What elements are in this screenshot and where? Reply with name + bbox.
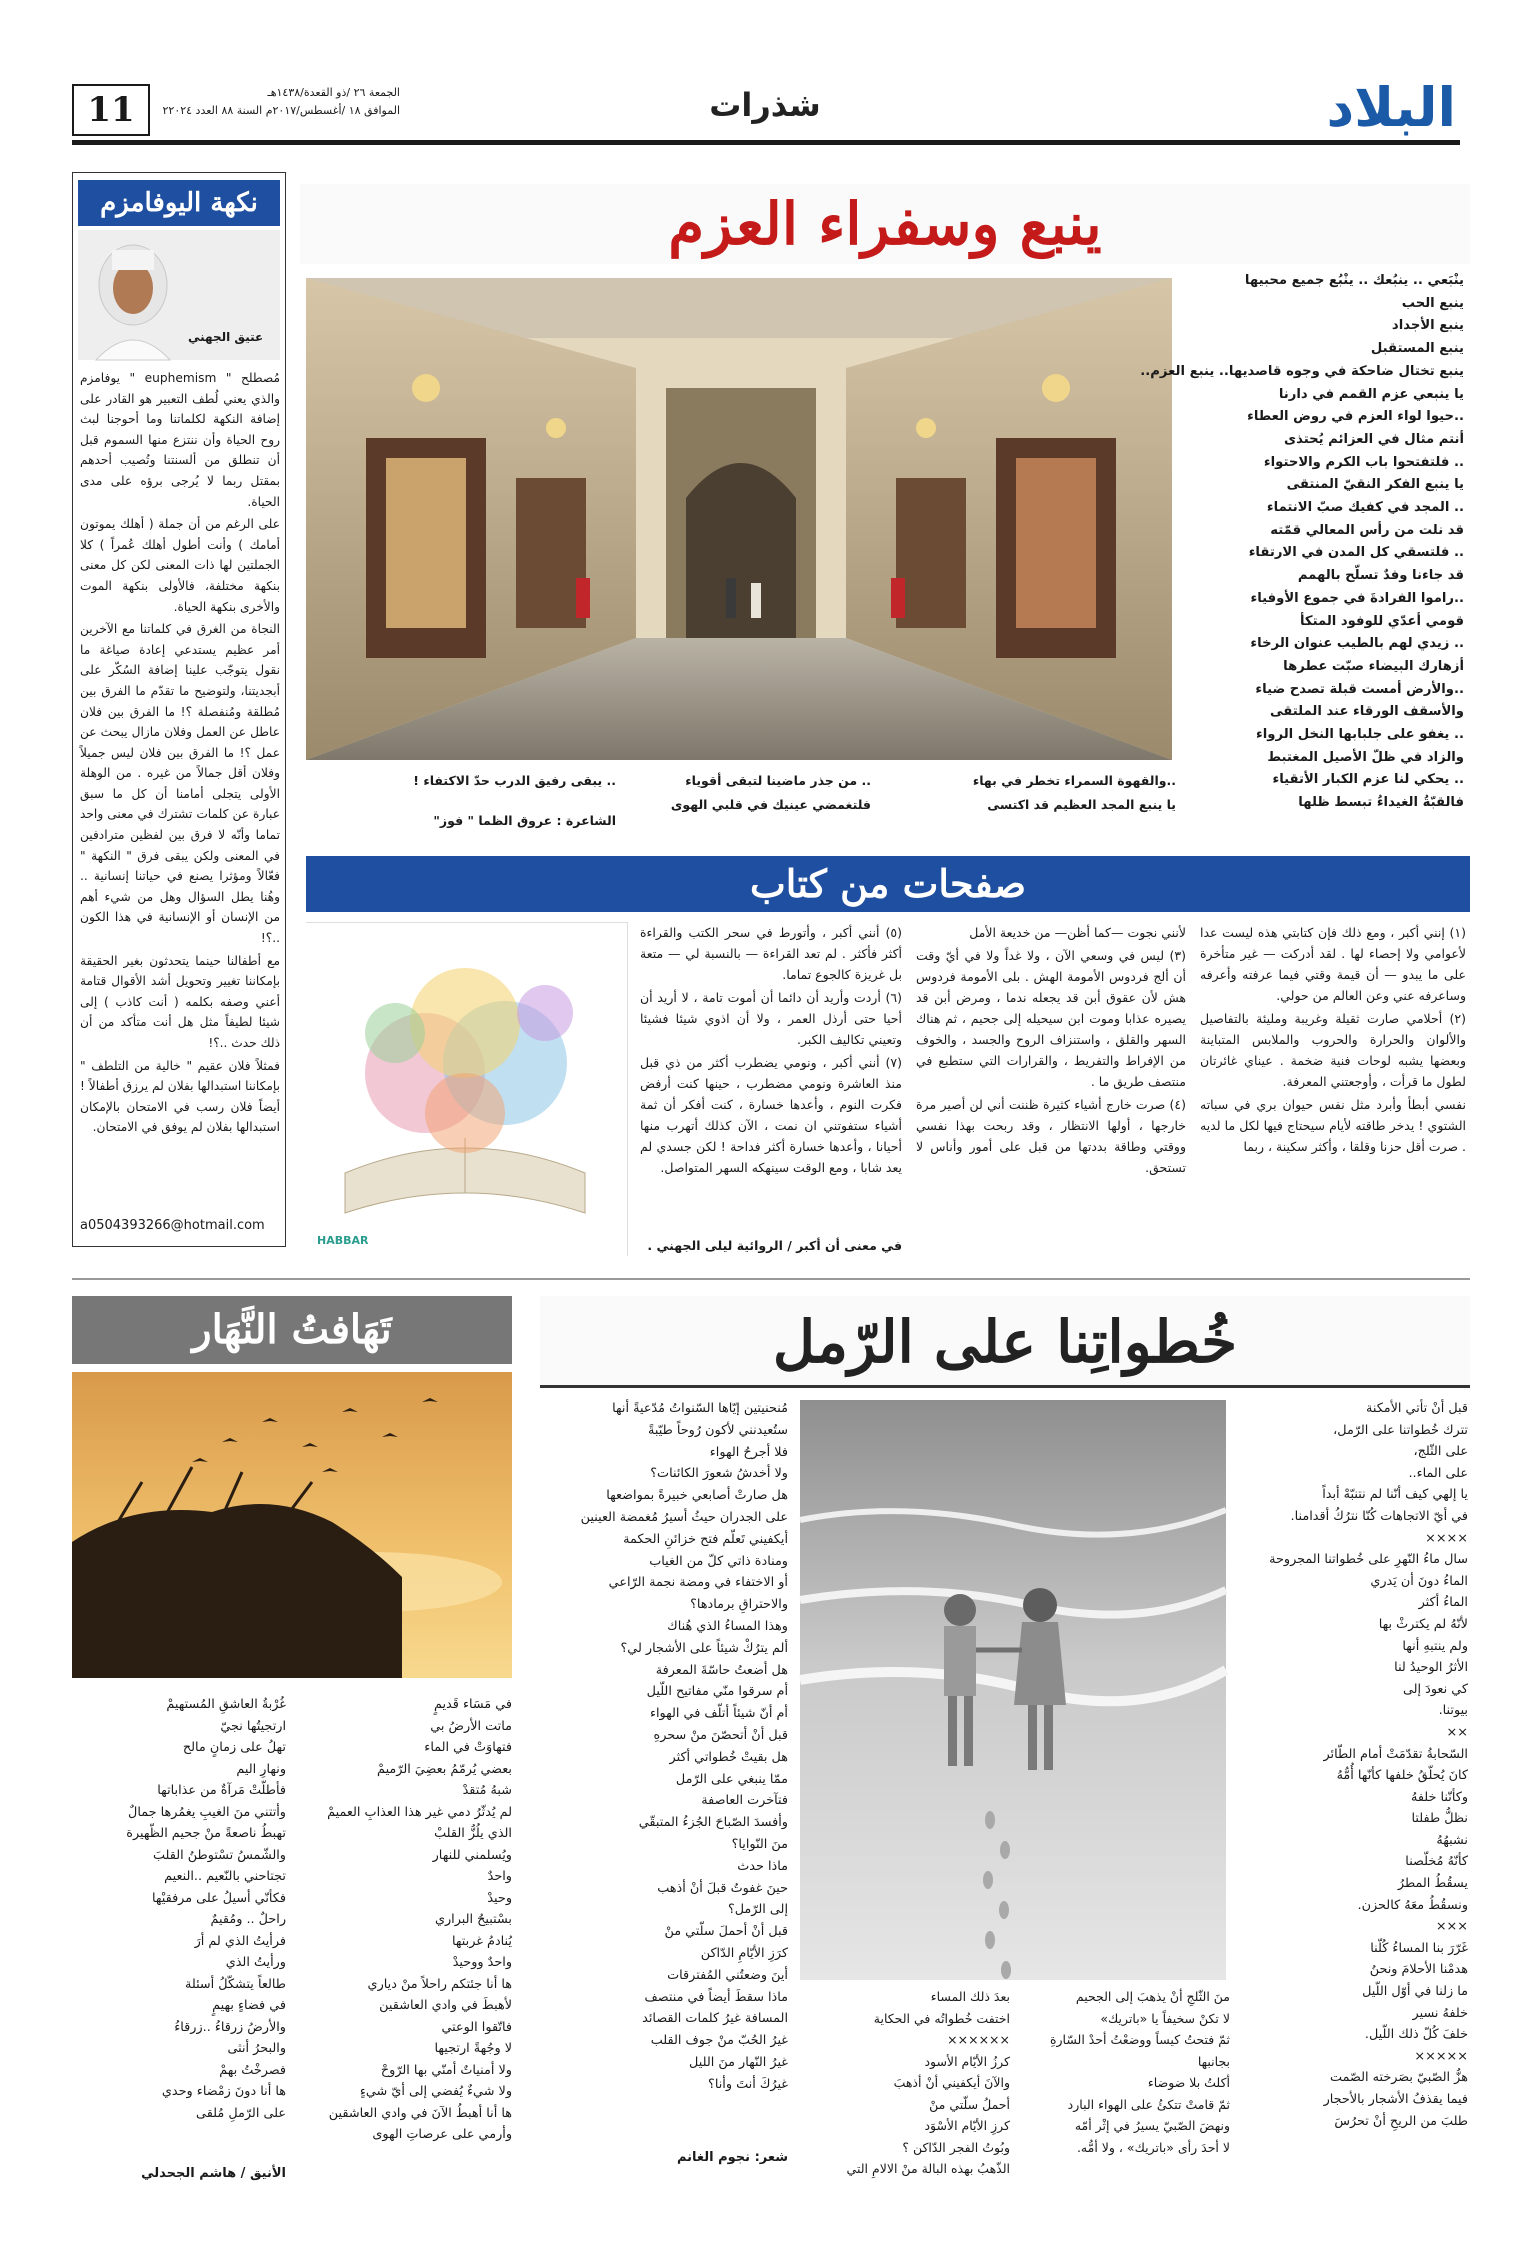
poem-line: تهبطُ ناصعةً منْ جحيم الظّهيرة <box>126 1826 286 1841</box>
poem-line: لا تكنْ سخيفاً يا «باتريك» <box>1100 2010 1230 2026</box>
poem-line: في أيّ الاتجاهات كُنّا نترُكُ أقدامنا. <box>1290 1508 1468 1524</box>
nahar-banner: تَهَافتُ النَّهَار <box>72 1296 512 1364</box>
poem-line: ينبع تختال ضاحكة في وجوه قاصديها.. ينبع العزم.. <box>1140 363 1464 379</box>
butterfly-book-image <box>305 923 627 1257</box>
poem-line: منَ الثّلجِ أنْ يذهبَ إلى الجحيم <box>1075 1989 1230 2004</box>
header-rule <box>72 140 1460 145</box>
poem-line: حينَ غفوتُ قبلَ أنْ أذهب <box>657 1880 788 1896</box>
yanbu-bottom-verses <box>306 770 1176 840</box>
poem-line: لا أحدَ رأى «باتريك» ، ولا أمُّه. <box>1076 2139 1230 2155</box>
poem-line: ولم ينتبهِ أنها <box>1402 1638 1468 1654</box>
poem-line: ارتجيتُها نجيّ <box>220 1718 286 1734</box>
sand-center-column <box>548 1398 788 2168</box>
poem-line: واحدٌ <box>487 1869 512 1884</box>
poem-line: فلا أجرحُ الهواء <box>709 1444 788 1460</box>
poem-line: وأرمي على عرصاتِ الهوى <box>372 2127 512 2142</box>
poem-line: والبحرُ أنثى <box>227 2041 286 2056</box>
image-watermark: HABBAR <box>317 1234 369 1247</box>
book-col-3 <box>640 922 902 1232</box>
book-paragraph: (٦) أردت وأريد أن دائما أن أموت تامة ، لا أريد أن أحيا حتى أرذل العمر ، ولا أن اذوي شيئا فشيئا وتعيني تكاليف الكبر. <box>640 990 902 1047</box>
poem-line: غيرُكَ أنتَ وأنا؟ <box>708 2076 788 2092</box>
poem-line: يا ينبع الفكر النقيّ المنتقى <box>1286 477 1464 493</box>
nahar-col-b <box>72 1694 286 2154</box>
poem-line: ×××××× <box>947 2032 1010 2047</box>
poem-line: سال ماءُ النّهرِ على خُطواتنا المجروحة <box>1269 1552 1468 1568</box>
poem-line: ما زلنا في أوّل اللّيل <box>1362 1984 1468 2000</box>
poem-line: لا وجُهةً ارتجيها <box>434 2041 512 2056</box>
children-beach-photo <box>800 1400 1226 1980</box>
poem-line: في فضاءٍ بهيمٍ <box>212 1998 286 2013</box>
poem-line: واحدٌ ووحيدْ <box>452 1955 512 1970</box>
poem-line: .. يبقى رفيق الدرب حدّ الاكتفاء ! <box>413 773 616 788</box>
poem-line: كأنّهُ مُخلّصنا <box>1405 1854 1468 1870</box>
column-paragraph: فمثلاً فلان عقيم " خالية من التلطف " بإمكاننا استبدالها بفلان لم يرزق أطفالاً ! أيضاً فلان رسب في الامتحان بالإمكان استبدالها بفلان لم يوفق في الامتحان. <box>80 1058 280 1135</box>
poem-line: غيرُ الحُبّ منْ جوف القلب <box>650 2033 788 2049</box>
book-col-1 <box>1200 922 1466 1262</box>
book-paragraph: (٧) أنني أكبر ، ونومي يضطرب أكثر من ذي قبل منذ العاشرة ونومي مضطرب ، حينها كنت أرفض فكرت النوم ، وأعدها خسارة ، كنت أفكر أن ثمة أشياء ستفوتني ان نمت ، الآن كذلك أتهرب منها أحيانا ، وأعدها خسارة أكثر فداحة ! لكن جسدي لم يعد شابا ، ومع الوقت سينهكه السهر المتواصل. <box>640 1055 902 1175</box>
poem-line: ويُسلمني للنهار <box>432 1847 512 1863</box>
poem-line: ها أنا جئتكم راحلاً منْ دياري <box>367 1976 512 1992</box>
poem-line: .. يغفو على جلبابها النخل الرواء <box>1256 727 1464 743</box>
souq-corridor-image <box>306 278 1172 760</box>
poem-line: في مَسَاء قَديمٍ <box>433 1697 512 1712</box>
poem-line: الأثرُ الوحيدُ لنا <box>1394 1660 1468 1676</box>
sunset-photo <box>72 1372 512 1678</box>
poem-line: ماذا حدث <box>737 1858 788 1874</box>
poem-line: كرَزِ الأيّامِ الدّاكن <box>700 1945 788 1961</box>
sand-bottom-col-1 <box>1020 1986 1230 2176</box>
poem-line: أم أنّ شيئاً أتلّف في الهواء <box>649 1706 788 1722</box>
poem-line: ×××× <box>1425 1530 1468 1546</box>
poem-line: وأفسدَ الصّباحَ الجُزءُ المتبقّي <box>638 1815 788 1831</box>
poem-line: لم يُدثّرُ دمي غير هذا العذابِ العميمْ <box>327 1804 512 1820</box>
book-paragraph: (٥) أنني أكبر ، وأتورط في سحر الكتب والقراءة أكثر فأكثر . لم تعد القراءة — بالنسبة لي — متعة بل غريزة كالجوع تماما. <box>640 925 902 982</box>
poem-line: وحيدْ <box>487 1890 512 1906</box>
poem-line: بعدَ ذلك المساء <box>930 1989 1010 2004</box>
poem-line: ..حيوا لواء العزم في روض العطاء <box>1247 409 1464 425</box>
poem-line: والآنَ أيكفيني أنْ أذهبَ <box>893 2075 1010 2090</box>
date-gregorian: الموافق ١٨ /أغسطس/٢٠١٧م السنة ٨٨ العدد ٢٢٠٢٤ <box>162 104 400 117</box>
column-banner: نكهة اليوفامزم <box>78 180 280 226</box>
book-paragraph: (١) إنني أكبر ، ومع ذلك فإن كتابتي هذه ليست عدا لأعوامي ولا إحصاء لها . لقد أدركت — غير متأخرة على ما يبدو — أن قيمة وقتي فيما عرفته وأعرفه وساعرفه عني وعن العالم من حولي. <box>1200 925 1466 1003</box>
poem-line: أزهارك البيضاء صبّت عطرها <box>1283 658 1464 674</box>
poem-line: ولا شيءٌ يُفضي إلى أيّ شيءٍ <box>359 2084 512 2099</box>
poem-line: فصرخْتُ بهمْ <box>219 2062 286 2078</box>
poem-line: فاتّقوا الوعتي <box>441 2019 512 2035</box>
poem-line: لأهبطَ في وادي العاشقين <box>379 1998 512 2013</box>
poem-line: ولا أخدشُ شعورَ الكائنات؟ <box>650 1466 788 1482</box>
poem-line: .. من جذر ماضينا لتبقى أقوياء <box>685 773 871 788</box>
poem-line: فأطلّتْ مَرآةٌ من عذاباتها <box>157 1783 286 1798</box>
poem-line: طالعاً يتشكّلُ أسئلة <box>184 1976 286 1992</box>
book-paragraph: نفسي أبطأ وأبرد مثل نفس حيوان بري في سباته الشتوي ! يدخر طاقته لأيام سيحتاج فيها لكل ما لديه . صرت أقل حزنا وقلقا ، وأكثر سكينة ، ربما <box>1200 1097 1466 1154</box>
poem-line: هل أضعتُ حاسّةَ المعرفة <box>655 1662 788 1678</box>
poem-line: نظلُّ طفلتا <box>1411 1811 1468 1827</box>
poem-line: خلفهُ نسير <box>1412 2005 1468 2021</box>
newspaper-brand: البلاد <box>1326 76 1456 139</box>
poem-line: ماتت الأرضُ بي <box>430 1718 512 1734</box>
poem-line: والاحتراقِ برمادها؟ <box>690 1597 788 1613</box>
poem-line: يسقُطُ المطرُ <box>1397 1876 1468 1892</box>
sand-bottom-col-2 <box>800 1986 1010 2176</box>
dateline <box>160 84 400 120</box>
sand-title: خُطواتِنا على الرّمل <box>540 1296 1470 1388</box>
poem-line: ألم يترُكْ شيئاً على الأشجار لي؟ <box>620 1640 788 1656</box>
poem-line: هل بقيتْ خُطواتي أكثر <box>669 1749 788 1765</box>
poem-line: أيكفيني تَعلّم فتح خزائنِ الحكمة <box>623 1531 788 1547</box>
column-paragraph: النجاة من الغرق في كلماتنا مع الآخرين أمر عظيم يستدعي إعادة صياغة ما نقول يتوجّب علينا إضافة السُكّر على أبجديتنا، ولتوضيح ما تقدّم ما الفرق بين مُطلقة ومُنفصلة ؟! ما الفرق بين فلان عاطل عن العمل وفلان مازال يبحث عن عمل ؟! ما الفرق بين فلان ليس جميلاً وفلان أقل جمالاً من غيره . من الوهلة الأولى يتجلى أمامنا أن كل ما سبق عبارة عن كلمات تشترك في معنى واحد تماما وأنّه لا فرق بين لفظين مترادفين في المعنى ولكن يبقى فرق " النكهة " فعّالاً ومؤثرا يصنع في حياتنا إنسانية .. وهُنا يطل السؤال وهل من شيء أهم من الإنسان أو الإنسانية في هذا الكون ..؟! <box>80 622 280 946</box>
poem-line: ..والأرض أمست قبلة تصدح ضياء <box>1255 681 1464 697</box>
poem-line: تترك خُطواتنا على الرّمل، <box>1333 1422 1468 1438</box>
column-email[interactable]: a0504393266@hotmail.com <box>80 1218 265 1233</box>
poem-line: الذي يلُزُّ القلبْ <box>434 1826 512 1841</box>
poem-line: ينبع الأجداد <box>1391 318 1464 334</box>
nahar-col-a <box>296 1694 512 2194</box>
poem-line: خلفَ كُلّ ذلك اللّيل. <box>1364 2027 1468 2043</box>
column-body <box>80 368 280 1218</box>
poem-line: هدمْنا الأحلامَ ونحنُ <box>1369 1962 1468 1978</box>
poem-line: تهلُ على زمانٍ مالح <box>182 1740 286 1755</box>
poem-line: والزاد في ظلّ الأصيل المغتبط <box>1267 749 1464 765</box>
poem-line: بيوتنا. <box>1438 1703 1468 1719</box>
book-paragraph: (٢) أحلامي صارت ثقيلة وغريبة ومليئة بالتفاصيل والألوان والحرارة والحروب والملابس المتباينة وبعضها يشبه لوحات فنية ضخمة . عيناي غائرتان لطول ما قرأت ، وأوجعتني المعرفة. <box>1200 1011 1466 1089</box>
souq-photo <box>306 278 1172 760</box>
poem-line: ينْبَعي .. ينبُعك .. ينْبُع جميع محبيها <box>1244 273 1464 288</box>
poem-line: ..راموا الفرادةَ في جموع الأوفياء <box>1250 590 1464 606</box>
book-illustration <box>306 922 628 1256</box>
poem-line: .. المجد في كفيك صبّ الانتماء <box>1266 500 1464 516</box>
poem-line: على الماء.. <box>1408 1465 1468 1481</box>
date-hijri: الجمعة ٢٦ /ذو القعدة/١٤٣٨هـ <box>267 86 400 99</box>
sunset-birds-image <box>72 1372 512 1678</box>
poem-line: تجتاحني بالنّعيم ..النعيم <box>164 1869 286 1884</box>
poem-line: أكلتُ بلا ضوضاء <box>1147 2075 1230 2090</box>
poem-line: وهذا المساءُ الذي هُناك <box>667 1618 788 1634</box>
poem-line: يا ينبع المجد العظيم قد اكتسى <box>987 797 1176 812</box>
poem-line: غيرُ النّهار منَ الليل <box>689 2054 788 2070</box>
poem-line: ورأيتُ الذي <box>225 1955 286 1970</box>
sand-right-column <box>1236 1398 1468 2188</box>
poem-line: ها أنا أهبطُ الآنَ في وادي العاشقين <box>328 2105 512 2121</box>
book-banner: صفحات من كتاب <box>306 856 1470 912</box>
poem-line: أنتم مثال في العزائم يُحتذى <box>1284 431 1464 447</box>
author-name: عتيق الجهني <box>188 330 264 344</box>
poem-line: وكأنّنا خلفهُ <box>1410 1789 1468 1805</box>
poem-line: .. فلتفتحوا باب الكرم والاحتواء <box>1263 454 1464 470</box>
sand-poet-credit: شعر: نجوم الغانم <box>676 2150 788 2165</box>
poem-line: نشبهُهُ <box>1436 1832 1468 1848</box>
poem-line: قد جاءنا وفدٌ تسلّح بالهمم <box>1297 568 1464 584</box>
poem-line: ها أنا دونَ زمْضاء وحدي <box>161 2084 286 2099</box>
poem-line: بعضي يُرمّمُ بعضِيَ الرّميمْ <box>377 1761 512 1777</box>
poem-line: ثمّ فتحتُ كيساً ووضعْتُ أحدْ السّارةِ <box>1049 2032 1230 2047</box>
poem-line: أحملُ سلّتي منْ <box>929 2096 1010 2112</box>
poem-line: ونسقُطُ معَهُ كالحزن. <box>1357 1897 1468 1913</box>
poem-line: ××× <box>1435 1919 1468 1935</box>
book-source: في معنى أن أكبر / الروائية ليلى الجهني . <box>647 1238 902 1253</box>
poem-line: اختفت خُطواتُه في الحكاية <box>873 2010 1010 2026</box>
poem-line: والأسقف الورقاء عند الملتقى <box>1269 704 1464 720</box>
poem-line: ماذا سقطَ أيضاً في منتصف <box>644 1989 788 2005</box>
poem-line: قبل أنْ أحملَ سلّتي منْ <box>664 1924 788 1940</box>
poem-line: قبل أنْ تأتي الأمكنة <box>1365 1401 1468 1416</box>
author-photo <box>78 230 280 360</box>
poem-line: السّحابةُ تقدّمَتْ أمام الطّائر <box>1323 1746 1468 1762</box>
poem-line: إلى الرّمل؟ <box>727 1902 788 1918</box>
poem-line: الماءُ دونَ أن يَدري <box>1370 1573 1468 1589</box>
poem-line: راحلٌ .. ومُقيمٌ <box>210 1912 286 1927</box>
poem-line: على الثّلج، <box>1413 1444 1468 1460</box>
yanbu-title: ينبع وسفراء العزم <box>300 184 1470 264</box>
poem-line: مُنحنيتين إيّاها السّنواتُ مُدّعيةً أنها <box>612 1401 788 1416</box>
poem-line: فتآخرت العاصفة <box>701 1793 788 1809</box>
poem-line: على الرّملِ مُلقى <box>196 2105 286 2121</box>
poem-line: .. زيدي لهم بالطيب عنوان الرخاء <box>1250 636 1464 652</box>
poem-line: غُرْبةُ العاشقِ المُستهيمْ <box>166 1697 286 1712</box>
poem-line: ..والقهوة السمراء تخطر في بهاء <box>972 773 1176 788</box>
book-paragraph: لأنني نجوت —كما أظن— من خديعة الأمل <box>969 925 1186 940</box>
poem-line: ينبع المستقبل <box>1370 341 1464 357</box>
poem-line: كرزِ الأيّام الأسْوَد <box>924 2118 1010 2133</box>
poem-line: غَرّرَ بنا المساءُ كُلّنا <box>1370 1940 1468 1956</box>
section-divider <box>72 1278 1470 1280</box>
poem-line: فالقبّةُ الغيداءُ تبسط ظلها <box>1298 795 1464 811</box>
poem-line: هزُّ الصّبيّ بصَرخته الصّمت <box>1330 2070 1468 2086</box>
poem-line: المسافة غيرُ كلمات القصائد <box>642 2011 788 2027</box>
poem-line: لأنّهُ لم يكترثْ بها <box>1378 1616 1468 1632</box>
poem-line: أو الاختفاء في ومضة نجمة الرّاعي <box>608 1575 788 1591</box>
poem-line: فلتغمضي عينيك في قلبي الهوى <box>670 797 871 812</box>
poem-line: هل صارتْ أصابعي خبيرةً بمواضعها <box>606 1488 788 1504</box>
poem-line: ونهارِ اليم <box>236 1761 286 1777</box>
poem-line: قبل أنْ أتحصّنَ منْ سحرهِ <box>653 1727 788 1743</box>
poem-line: ×× <box>1446 1724 1468 1740</box>
poem-line: بسْتبيحُ البراري <box>434 1912 512 1927</box>
poem-line: يا إلهي كيف أنّنا لم نتنبّهْ أبداً <box>1322 1487 1468 1503</box>
poem-line: يُنادمُ غربتها <box>452 1933 512 1949</box>
poem-line: كانَ يُحلّقُ خلفها كأنّها أُمُّهُ <box>1336 1768 1468 1784</box>
poem-line: قد نلت من رأس المعالي قمّته <box>1270 522 1464 538</box>
poem-line: والأرضُ زرقاءُ ..زرقاءُ <box>174 2019 286 2035</box>
poem-line: فيما يقذفُ الأشجار بالأحجار <box>1323 2092 1468 2107</box>
poem-line: ××××× <box>1414 2048 1468 2064</box>
column-paragraph: على الرغم من أن جملة ( أهلك يموتون أمامك ) وأنت أطول أهلك عُمراً ) كلا الجملتين لها ذات المعنى لكن كل معنى بنكهة مختلفة، فالأولى بنكهة الموت والأخرى بنكهة الحياة. <box>80 517 280 614</box>
poem-line: شبهُ مُتقدْ <box>462 1783 512 1798</box>
poem-line: .. يحكي لنا عزم الكبار الأتقياء <box>1272 772 1464 788</box>
poem-line: فكأنّي أسيلُ على مرفقيْها <box>151 1890 286 1906</box>
poem-line: ستُعيدنني لأكون رُوحاً طيّبةً <box>648 1422 788 1438</box>
poem-line: على الجدران حيثُ أسيرُ مُغمضة العينين <box>580 1509 788 1525</box>
poem-line: ممّا ينبغي على الرّمل <box>675 1771 788 1787</box>
children-sea-image <box>800 1400 1226 1980</box>
page-number: 11 <box>72 84 150 136</box>
poem-line: الذّهبُ بهذه البالة منْ الالامِ التي <box>846 2161 1010 2176</box>
column-paragraph: مُصطلح " euphemism " يوفامزم والذي يعني لُطف التعبير هو القادر على إضافة النكهة لكلماتنا وما أحوجنا لبث روح الحياة وأن ننتزع منها السموم قبل أن تنطلق من ألسنتنا وتُصيب أحدهم بمقتل ربما لا يُرجى برؤه على مدى الحياة. <box>80 371 280 509</box>
poem-line: وأتتني منَ الغيبِ يغمُرها جمالٌ <box>128 1804 286 1820</box>
poem-line: طلبَ من الريحِ أنْ تحرُسَ <box>1334 2113 1468 2129</box>
section-title: شذرات <box>709 86 821 124</box>
poet-credit: الشاعرة : عروق الظما " فوز" <box>433 813 616 828</box>
poem-line: ونهضَ الصّبيّ يسيرُ في إثْر أمّه <box>1074 2118 1230 2133</box>
poem-line: فتهاوَتْ في الماء <box>424 1740 512 1755</box>
poem-line: يا ينبعي عزم القمم في دارنا <box>1278 386 1464 402</box>
poem-line: وبُوتُ الفجر الدّاكن ؟ <box>902 2139 1010 2155</box>
poem-line: منَ النّوايا؟ <box>731 1836 788 1852</box>
book-col-2 <box>916 922 1186 1262</box>
poem-line: كرزُ الأيّام الأسود <box>924 2053 1010 2069</box>
poem-line: بجانبها <box>1197 2053 1230 2069</box>
poem-line: أينَ وضعتُني المُفترقات <box>667 1967 788 1983</box>
poem-line: ومنادة ذاتي كلّ من الغياب <box>649 1553 788 1569</box>
nahar-poet-credit: الأنيق / هاشم الجحدلي <box>141 2166 286 2181</box>
poem-line: فرأيتُ الذي لم أرَ <box>194 1933 286 1949</box>
poem-line: الماءُ أكثر <box>1418 1595 1468 1611</box>
poem-line: ينبع الحب <box>1401 295 1464 311</box>
poem-line: ثمّ قامتْ تتكئُ على الهواء البارد <box>1067 2096 1230 2112</box>
poem-line: ولا أمنياتٌ أمنّي بها الرّوحْ <box>380 2062 512 2078</box>
yanbu-poem <box>1140 270 1464 830</box>
poem-line: .. فلتسقي كل المدن في الارتقاء <box>1248 545 1464 561</box>
poem-line: أم سرقوا منّي مفاتيح اللّيل <box>646 1684 788 1700</box>
poem-line: والشّمسُ تسْتوطنُ القلبَ <box>152 1847 286 1863</box>
poem-line: كي نعودَ إلى <box>1402 1681 1468 1697</box>
column-paragraph: مع أطفالنا حينما يتحدثون بغير الحقيقة بإمكاننا تغيير وتحويل أشد الأقوال قتامة أعني وصفه بكلمه ( أنت كاذب ) إلى شيئا لطيفاً مثل هل أنت متأكد من أن ذلك حدث ..؟! <box>80 953 280 1050</box>
poem-line: قومي أعدّي للوفود المتكأ <box>1299 613 1464 629</box>
book-paragraph: (٣) ليس في وسعي الآن ، ولا غداً ولا في أيّ وقت أن ألج فردوس الأمومة الهش . بلى الأمومة فردوس هش لأن عقوق أبن قد يجعله ندما ، ومرض أبن قد يصيره عذابا وموت ابن سيحيله إلى جحيم ، ثم هناك السهر والقلق ، واستنزاف الروح والجسد ، والخوف من الإفراط والتفريط ، والقرارات التي ستطبع في منتصف طريق ما . <box>916 948 1186 1089</box>
book-paragraph: (٤) صرت خارج أشياء كثيرة ظننت أني لن أصير مرة خارجها ، أولها الانتظار ، وقد ربحت بهذا نفسي ووقتي وطاقة بددتها من قبل على أمور وأناس لا تستحق. <box>916 1097 1186 1175</box>
